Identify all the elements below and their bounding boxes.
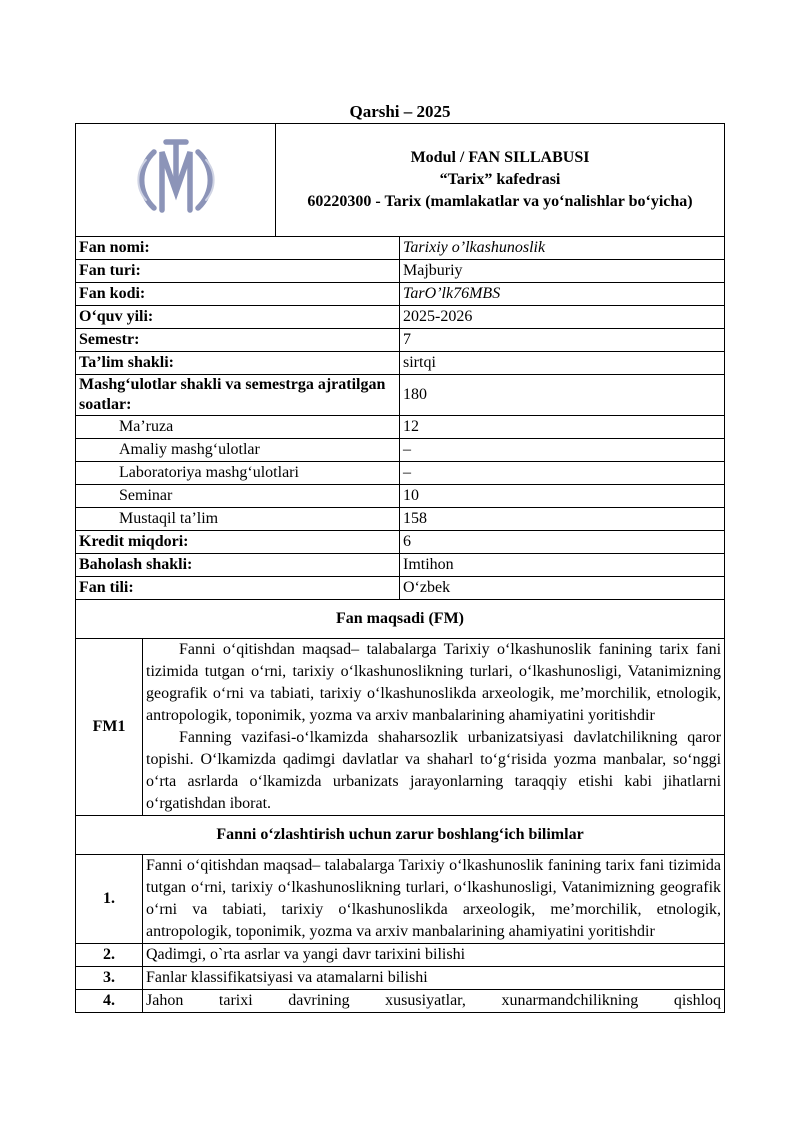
info-row [76,554,725,577]
info-value: Tarixiy o’lkashunoslik [400,237,725,260]
info-row [76,416,725,439]
info-value: TarO’lk76MBS [400,283,725,306]
goal-section-title: Fan maqsadi (FM) [76,600,725,639]
info-row [76,462,725,485]
info-label: Laboratoriya mashg‘ulotlari [76,462,400,485]
department-name: “Tarix” kafedrasi [439,171,561,188]
university-logo-icon [124,130,228,230]
info-label: Ma’ruza [76,416,400,439]
goal-paragraph: Fanning vazifasi-o‘lkamizda shaharsozlik urbanizatsiyasi davlatchilikning qaror topishi. O‘lkamizda qadimgi davlatlar va shaharl to‘g‘risida yozma manbalar, so‘nggi o‘rta asrlarda o‘lkamizda urbanizats jarayonlarning taraqqiy etishi kabi jihatlarni o‘rgatishdan iborat. [146,729,722,812]
prereq-text: Fanlar klassifikatsiyasi va atamalarni bilishi [143,967,725,990]
goal-paragraph: Fanni o‘qitishdan maqsad– talabalarga Tarixiy o‘lkashunoslik fanining tarix fani tizimida tutgan o‘rni, tarixiy o‘lkashunoslikning turlari, o‘lkashunosligi, Vatanimizning geografik o‘rni va tabiati, tarixiy o‘lkashunoslikda arxeologik, me’morchilik, etnologik, antropologik, toponimik, yozma va arxiv manbalarining ahamiyatini yoritishdir [146,641,722,724]
info-label: Mashg‘ulotlar shakli va semestrga ajratilgan soatlar: [76,375,400,416]
prereq-row [76,967,725,990]
prereq-number: 1. [76,855,143,944]
info-row [76,577,725,600]
info-row [76,531,725,554]
info-label: Mustaqil ta’lim [76,508,400,531]
prereq-row [76,944,725,967]
info-row [76,283,725,306]
title-block-row [76,124,725,237]
info-label: Kredit miqdori: [76,531,400,554]
info-value: 12 [400,416,725,439]
info-row [76,306,725,329]
info-row [76,508,725,531]
info-value: sirtqi [400,352,725,375]
info-value: 158 [400,508,725,531]
info-value: 7 [400,329,725,352]
info-row [76,375,725,416]
info-value: – [400,462,725,485]
info-row [76,260,725,283]
info-label: Fan kodi: [76,283,400,306]
syllabus-title: Modul / FAN SILLABUSI [410,149,590,166]
info-label: Fan nomi: [76,237,400,260]
goal-text-cell [143,639,725,816]
info-label: Semestr: [76,329,400,352]
prereq-section-title: Fanni o‘zlashtirish uchun zarur boshlang‘ich bilimlar [76,816,725,855]
syllabus-table [75,123,725,1013]
info-label: Fan turi: [76,260,400,283]
info-label: Ta’lim shakli: [76,352,400,375]
prereq-text: Fanni o‘qitishdan maqsad– talabalarga Tarixiy o‘lkashunoslik fanining tarix fani tizimida tutgan o‘rni, tarixiy o‘lkashunoslikning turlari, o‘lkashunosligi, Vatanimizning geografik o‘rni va tabiati, tarixiy o‘lkashunoslikda arxeologik, me’morchilik, etnologik, antropologik, toponimik, yozma va arxiv manbalarining ahamiyatini yoritishdir [143,855,725,944]
info-value: Majburiy [400,260,725,283]
info-label: Baholash shakli: [76,554,400,577]
prereq-row [76,855,725,944]
goal-code: FM1 [76,639,143,816]
info-label: Seminar [76,485,400,508]
info-value: – [400,439,725,462]
prereq-number: 2. [76,944,143,967]
info-row [76,439,725,462]
info-row [76,237,725,260]
info-value: 2025-2026 [400,306,725,329]
prereq-number: 4. [76,990,143,1013]
info-value: O‘zbek [400,577,725,600]
program-name: 60220300 - Tarix (mamlakatlar va yo‘nalishlar bo‘yicha) [307,193,693,210]
info-row [76,329,725,352]
info-value: 10 [400,485,725,508]
city-year-heading: Qarshi – 2025 [349,102,451,121]
info-label: Fan tili: [76,577,400,600]
goal-row [76,639,725,816]
info-value: 6 [400,531,725,554]
prereq-text: Qadimgi, o`rta asrlar va yangi davr tarixini bilishi [143,944,725,967]
prereq-text: Jahon tarixi davrining xususiyatlar, xunarmandchilikning qishloq [143,990,725,1013]
prereq-number: 3. [76,967,143,990]
info-value: Imtihon [400,554,725,577]
info-row [76,485,725,508]
info-value: 180 [400,375,725,416]
prereq-row [76,990,725,1013]
info-label: O‘quv yili: [76,306,400,329]
section-header-row [76,816,725,855]
info-row [76,352,725,375]
syllabus-title-cell [276,124,725,237]
section-header-row [76,600,725,639]
info-label: Amaliy mashg‘ulotlar [76,439,400,462]
logo-cell [76,124,276,237]
